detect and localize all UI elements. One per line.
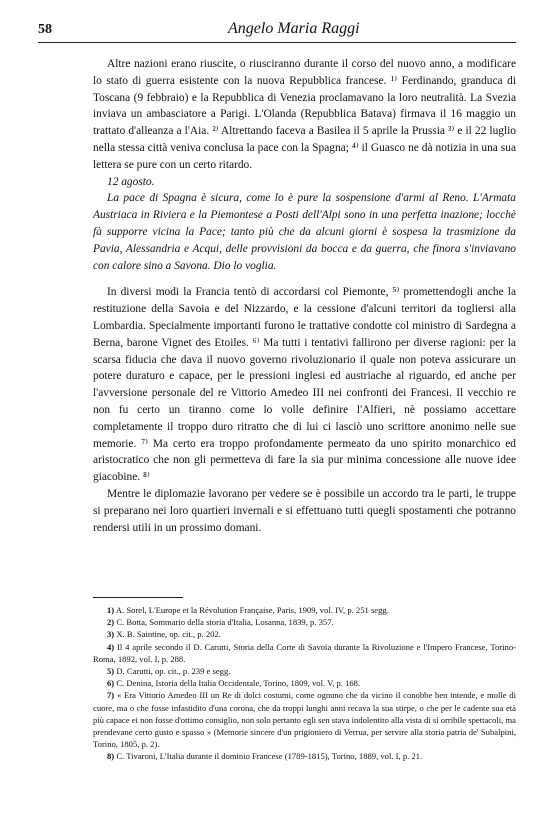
footnote: 6) C. Denina, Istoria della Italia Occidentale, Torino, 1809, vol. V, p. 168. xyxy=(107,678,361,689)
body-text xyxy=(93,56,516,536)
footnote: 1) A. Sorel, L'Europe et la Révolution Française, Paris, 1909, vol. IV, p. 251 segg. xyxy=(107,605,389,615)
footnote: 7) « Era Vittorio Amedeo III un Re di dolci costumi, come ognuno che da vicino il conobbe ben intende, e molle di cuore, ma o che fosse infastidito d'una corona, che da troppi lunghi anni recava la sua stirpe, o che per le cadente sua età più capace ei non fosse d'ottimo consiglio, non solo pertanto egli sen stava indolentito alla vista di sì orribile spettacoli, ma prendevane certo gusto e spasso » (Memorie sincere d'un prigioniero di Verrua, per servire alla storia patria de' Subalpini, Torino, 1805, p. 2). xyxy=(93,690,516,750)
paragraph-1: Altre nazioni erano riuscite, o riusciranno durante il corso del nuovo anno, a modificare lo stato di guerra esistente con la nuova Repubblica francese. ¹⁾ Ferdinando, granduca di Toscana (9 febbraio) e la Repubblica di Venezia proclamavano la loro neutralità. La Svezia inviava un ambasciatore a Parigi. L'Olanda (Repubblica Batava) firmava il 16 maggio un trattato d'alleanza a l'Aia. ²⁾ Altrettando faceva a Basilea il 5 aprile la Prussia ³⁾ e il 22 luglio nella stessa città veniva conclusa la pace con la Spagna; ⁴⁾ il Guasco ne dà notizia in una sua lettera se pure con un certo ritardo. xyxy=(93,58,516,171)
footnote: 8) C. Tivaroni, L'Italia durante il dominio Francese (1789-1815), Torino, 1889, vol. I, p. 21. xyxy=(107,751,423,762)
letter-date: 12 agosto. xyxy=(107,175,155,188)
paragraph-3: Mentre le diplomazie lavorano per vedere se è possibile un accordo tra le parti, le truppe si preparano nei loro quartieri invernali e si effettuano tutti quegli spostamenti che potranno rendersi utili in un prossimo domani. xyxy=(93,487,516,534)
page-number: 58 xyxy=(38,22,52,37)
footnote: 2) C. Botta, Sommario della storia d'Italia, Losanna, 1839, p. 357. xyxy=(107,617,334,628)
footnote: 4) Il 4 aprile secondo il D. Carutti, Storia della Corte di Savoia durante la Rivoluzione e l'Impero Francese, Torino-Roma, 1892, vol. I, p. 288. xyxy=(93,641,516,664)
footnote: 5) D. Carutti, op. cit., p. 239 e segg. xyxy=(107,666,231,677)
footnote: 3) X. B. Saintine, op. cit., p. 202. xyxy=(107,629,221,640)
page-header xyxy=(38,18,516,43)
footnotes xyxy=(93,604,516,763)
running-head: Angelo Maria Raggi xyxy=(228,20,360,37)
paragraph-2: In diversi modi la Francia tentò di accordarsi col Piemonte, ⁵⁾ promettendogli anche la restituzione della Savoia e del Nizzardo, e la cessione d'alcuni territori da togliersi alla Lombardia. Specialmente importanti furono le trattative condotte col ministro di Sardegna a Berna, barone Vignet des Etoiles. ⁶⁾ Ma tutti i tentativi fallirono per diverse ragioni: per la scarsa fiducia che dava il nuovo governo rivoluzionario il quale non poteva assicurare un potere duraturo e capace, per le pressioni inglesi ed austriache al riguardo, ed anche per l'avversione personale del re Vittorio Amedeo III nei confronti dei Francesi. Il vecchio re non fu certo un tiranno come lo volle definire l'Alfieri, nè possiamo accettare completamente il troppo duro ritratto che di lui ci lasciò uno scrittore anonimo nelle sue memorie. ⁷⁾ Ma certo era troppo profondamente permeato da uno spirito monarchico ed aristocratico che non gli permetteva di fare la sia pur minima concessione alle nuove idee giacobine. ⁸⁾ xyxy=(93,286,516,484)
footnote-rule xyxy=(93,597,183,598)
quoted-letter: La pace di Spagna è sicura, come lo è pure la sospensione d'armi al Reno. L'Armata Austriaca in Riviera e la Piemontese a Posti dell'Alpi sono in una perfetta inazione; locchè fà supporre vicina la Pace; tanto più che da alcuni giorni è sospesa la trasmizione da Pavia, Alessandria e Acqui, delle provvisioni da bocca e da guerra, che finora s'inviavano con calore sino a Savona. Dio lo voglia. xyxy=(93,192,516,272)
